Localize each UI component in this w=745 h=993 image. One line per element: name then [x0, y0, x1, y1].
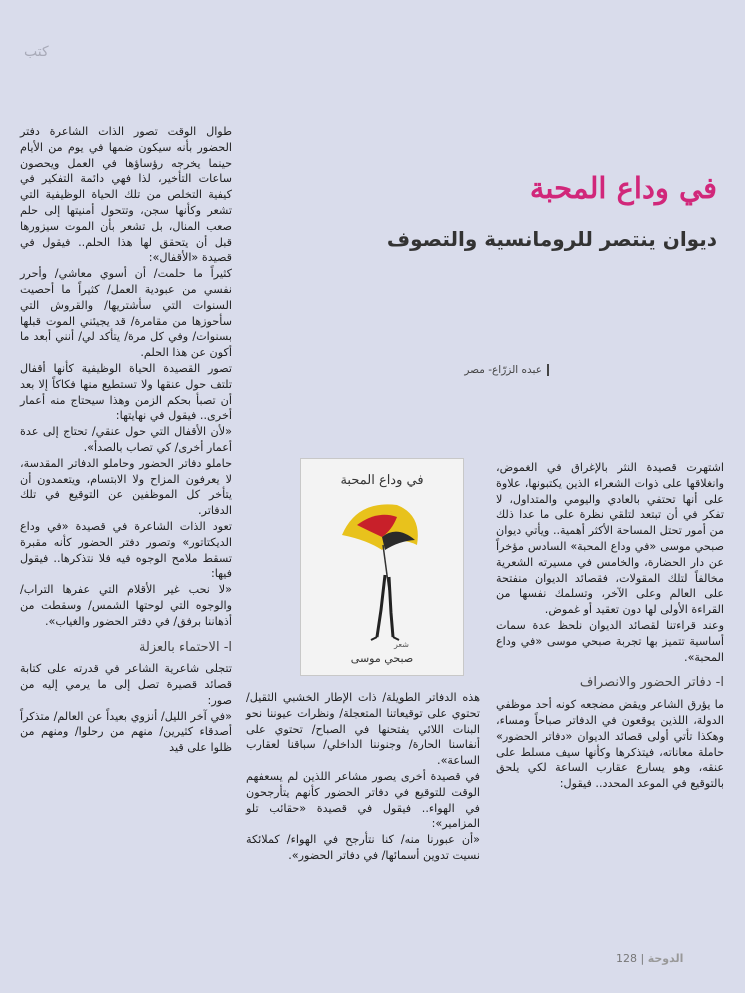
- article-title: في وداع المحبة: [529, 171, 717, 205]
- author-byline: عبده الزرّاع- مصر: [464, 364, 549, 376]
- paragraph: كثيراً ما حلمت/ أن أسوي معاشي/ وأحرر نفسي من عبودية العمل/ كثيراً ما أحصيت السنوات التي سأشتريها/ والقروش التي سأحوزها من مقامرة/ قد يجيئني الموت قبلها بسنوات/ وفي كل مرة/ يتأكد لي/ أنني أبعد ما أكون عن هذا الحلم.: [20, 267, 232, 360]
- paragraph: هذه الدفاتر الطويلة/ ذات الإطار الخشبي الثقيل/ تحتوي على توقيعاتنا المتعجلة/ ونظرات عيوننا نحو البنات اللائي يفتحنها في الصباح/ تحتوي على أنفاسنا الحارة/ وجنوننا الداخلي/ سباقنا لعقارب الساعة».: [246, 691, 480, 768]
- book-cover-author: صبحي موسى: [350, 652, 414, 665]
- divider: |: [637, 952, 645, 965]
- right-column: [496, 460, 724, 792]
- section-heading: ا- الاحتماء بالعزلة: [138, 639, 232, 655]
- section-tag: كتب: [24, 44, 49, 60]
- article-subtitle: ديوان ينتصر للرومانسية والتصوف: [386, 227, 717, 251]
- middle-column: [246, 690, 480, 864]
- paragraph: «أن عبورنا منه/ كنا نتأرجح في الهواء/ كملائكة نسيت تدوين أسمائها/ في دفاتر الحضور».: [246, 833, 480, 862]
- paragraph: اشتهرت قصيدة النثر بالإغراق في الغموض، وانغلاقها على ذوات الشعراء الذين يكتبونها، علاوة على أنها تحتفي بالعادي واليومي والمتداول، لا تفكر في أن تبتعد لتلقي نظرة على ما عدا ذلك من أمور تحتل المساحة الأكثر أهمية.. ويأتي ديوان صبحي موسى «في وداع المحبة» السادس مؤخراً عن دار الحضارة، والخامس في مسيرته الشعرية مخالفاً لتلك المقولات، فقصائد الديوان منفتحة على العالم وعلى الآخر، وتسلمك نفسها من القراءة الأولى لها دون تعقيد أو غموض.: [496, 461, 724, 617]
- paragraph: في قصيدة أخرى يصور مشاعر اللذين لم يسعفهم الوقت للتوقيع في دفاتر الحضور كأنهم يتأرجحون في الهواء.. فيقول في قصيدة «حقائب تلو المزامير»:: [246, 769, 480, 831]
- paragraph: تتجلى شاعرية الشاعر في قدرته على كتابة قصائد قصيرة تصل إلى ما يرمي إليه من صور:: [20, 662, 232, 707]
- left-column: [20, 124, 232, 756]
- paragraph: ما يؤرق الشاعر ويقض مضجعه كونه أحد موظفي الدولة، اللذين يوقعون في الدفاتر صباحاً ومساء، وهكذا تأتي أولى قصائد الديوان «دفاتر الحضور» حاملة معاناته، فيتذكرها وكأنها سيف مسلط على عنقه، وهو يسارع عقارب الساعة لكي يلحق بالتوقيع في الموعد المحدد.. فيقول:: [496, 698, 724, 791]
- page-number: 128: [616, 952, 637, 965]
- paragraph: «في آخر الليل/ أنزوي بعيداً عن العالم/ متذكراً أصدقاء كثيرين/ منهم من رحلوا/ ومنهم من ظلوا على قيد: [20, 709, 232, 755]
- magazine-logo: الدوحة: [647, 952, 684, 965]
- book-cover-title: في وداع المحبة: [340, 473, 424, 488]
- paragraph: تصور القصيدة الحياة الوظيفية كأنها أقفال تلتف حول عنقها ولا تستطيع منها فكاكاً إلا بعد أن تصبأ بحكم الزمن وهذا سيحتاج منه أعمار أخرى.. فيقول في نهايتها:: [20, 361, 232, 423]
- paragraph: تعود الذات الشاعرة في قصيدة «في وداع الديكتاتور» وتصور دفتر الحضور كأنه مقبرة تسقط ملامح الوجوه فيه فلا نتذكرها.. فيقول فيها:: [20, 519, 232, 581]
- book-cover-image: [300, 458, 464, 676]
- paragraph: «لأن الأقفال التي حول عنقي/ تحتاج إلى عدة أعمار أخرى/ كي تصاب بالصدأ».: [20, 425, 232, 454]
- paragraph: وعند قراءتنا لقصائد الديوان نلحظ عدة سمات أساسية تتميز بها تجربة صبحي موسى «في وداع المحبة».: [496, 618, 724, 664]
- book-cover-label: شعر: [394, 640, 409, 649]
- page-footer: [616, 952, 683, 965]
- paragraph: طوال الوقت تصور الذات الشاعرة دفتر الحضور بأنه سيكون ضمها في يوم من الأيام حينما يخرجه رؤساؤها في العمل ويحصون ساعات التأخير، لذا فهي دائمة التفكير في كيفية التخلص من تلك الحياة الوظيفية التي تشعر وكأنها سجن، وتتحول أمنيتها إلى حلم صعب المنال، بل تشعر بأن الموت سيزورها قبل أن يتحقق لها هذا الحلم.. فيقول في قصيدة «الأقفال»:: [20, 125, 232, 265]
- paragraph: «لا نحب غير الأقلام التي عفرها التراب/ والوجوه التي لوحتها الشمس/ وسقطت من أذهاننا برفق/ في دفتر الحضور والغياب».: [20, 583, 232, 628]
- section-heading: ا- دفاتر الحضور والانصراف: [579, 675, 724, 691]
- umbrella-figure-icon: [337, 495, 427, 645]
- paragraph: حاملو دفاتر الحضور وحاملو الدفاتر المقدسة، لا يعرفون المزاح ولا الابتسام، ويتعمدون أن يتأخر كل الموظفين عن التوقيع في تلك الدفاتر.: [20, 456, 232, 518]
